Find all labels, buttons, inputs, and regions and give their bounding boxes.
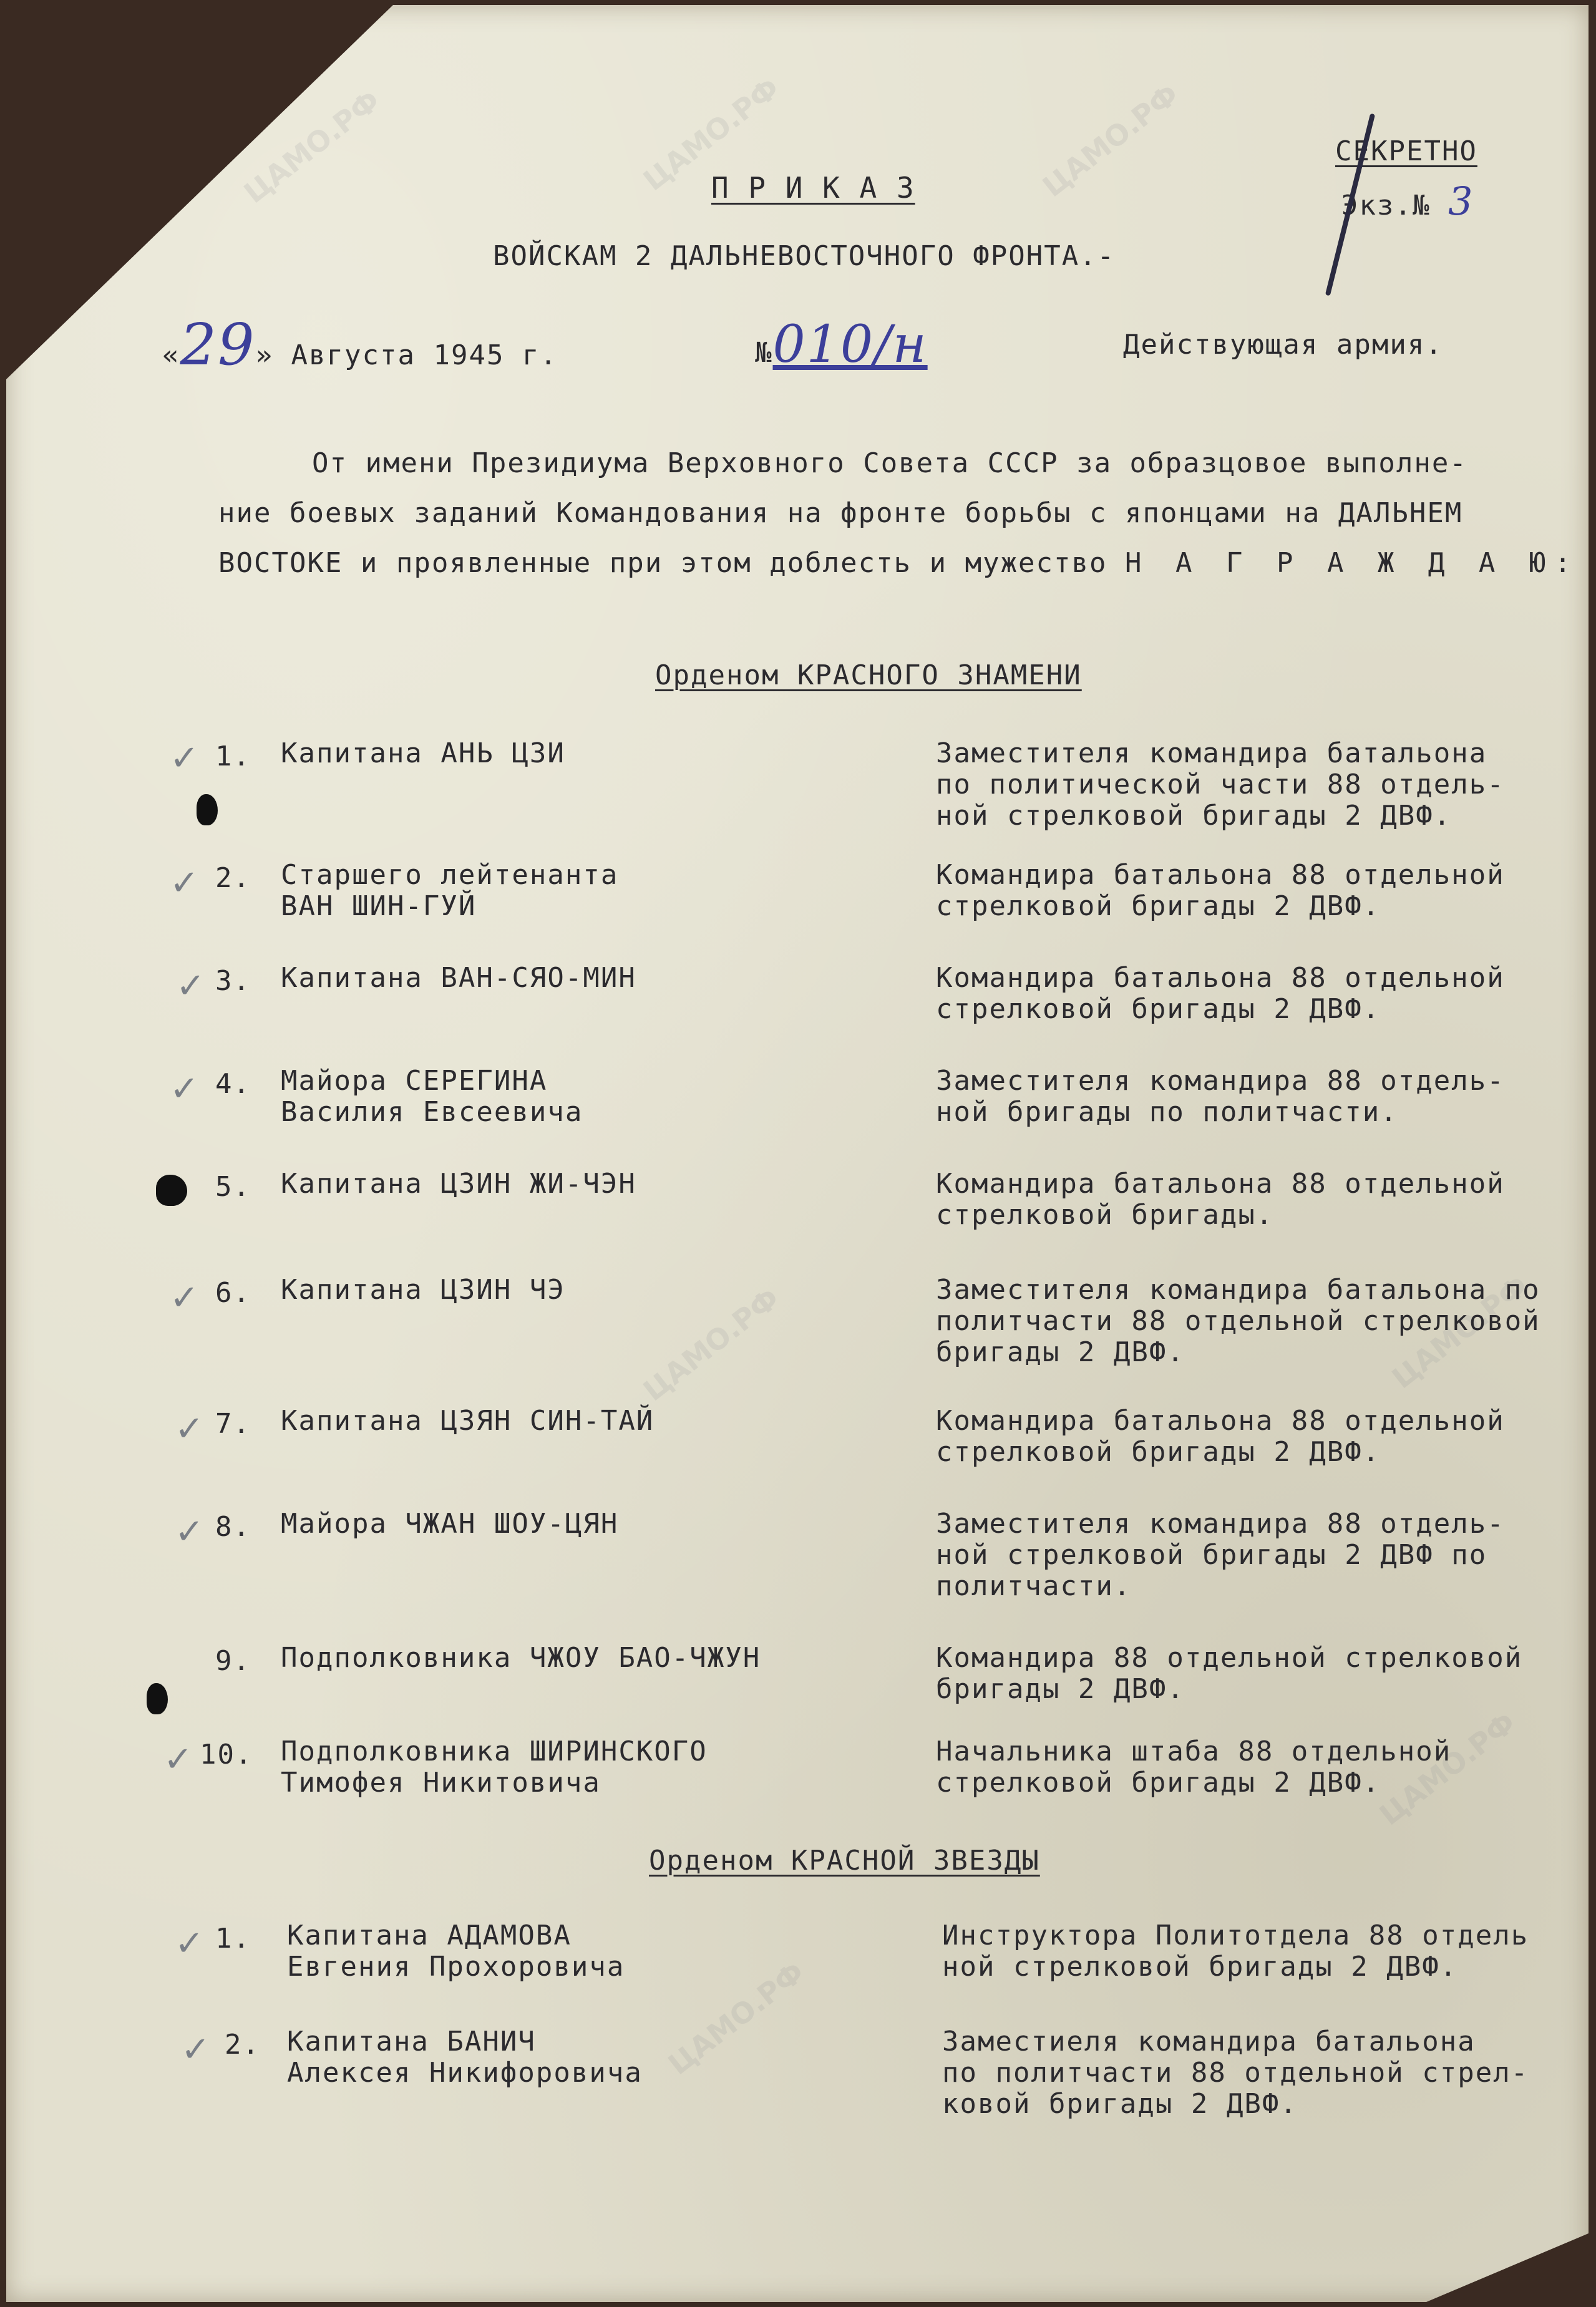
entry-number: 2.: [215, 862, 251, 894]
watermark: ЦАМО.РФ: [1373, 1705, 1522, 1832]
entry-desc: стрелковой бригады 2 ДВФ.: [936, 890, 1381, 922]
entry-desc: Заместителя командира батальона по: [936, 1274, 1540, 1306]
entry-name: Алексея Никифоровича: [287, 2057, 643, 2089]
punch-hole: [147, 1683, 168, 1714]
entry-desc: Инструктора Политотдела 88 отдель: [942, 1920, 1529, 1951]
entry-name: Евгения Прохоровича: [287, 1951, 625, 1983]
entry-number: 7.: [215, 1408, 251, 1440]
entry-desc: ковой бригады 2 ДВФ.: [942, 2088, 1298, 2120]
checkmark-icon: ✓: [181, 2029, 210, 2070]
entry-name: Капитана АНЬ ЦЗИ: [281, 737, 565, 769]
entry-name: Подполковника ШИРИНСКОГО: [281, 1736, 708, 1767]
entry-number: 1.: [215, 741, 251, 772]
watermark: ЦАМО.РФ: [1385, 1268, 1535, 1396]
secret-stamp: СЕКРЕТНО: [1335, 135, 1477, 167]
checkmark-icon: ✓: [170, 1069, 199, 1109]
checkmark-icon: ✓: [170, 863, 199, 903]
entry-number: 9.: [215, 1645, 251, 1677]
entry-desc: Заместителя командира 88 отдель-: [936, 1065, 1505, 1097]
entry-desc: по политчасти 88 отдельной стрел-: [942, 2057, 1529, 2089]
punch-hole: [197, 794, 218, 825]
entry-desc: Командира батальона 88 отдельной: [936, 962, 1505, 994]
entry-number: 1.: [215, 1923, 251, 1955]
entry-number: 3.: [215, 965, 251, 997]
entry-desc: ной стрелковой бригады 2 ДВФ по: [936, 1539, 1487, 1571]
entry-name: ВАН ШИН-ГУЙ: [281, 890, 477, 922]
entry-number: 6.: [215, 1277, 251, 1309]
award-verb: Н А Г Р А Ж Д А Ю:: [1125, 547, 1580, 579]
entry-desc: ной бригады по политчасти.: [936, 1096, 1398, 1128]
entry-desc: бригады 2 ДВФ.: [936, 1673, 1185, 1705]
entry-number: 10.: [200, 1739, 253, 1770]
entry-name: Капитана ЦЗИН ЖИ-ЧЭН: [281, 1168, 636, 1200]
order-number: [755, 315, 928, 374]
entry-name: Капитана ЦЗЯН СИН-ТАЙ: [281, 1405, 654, 1437]
watermark: ЦАМО.РФ: [636, 70, 786, 198]
entry-desc: политчасти.: [936, 1570, 1132, 1602]
entry-name: Капитана АДАМОВА: [287, 1920, 572, 1951]
torn-edge: [1426, 2233, 1589, 2302]
watermark: ЦАМО.РФ: [1036, 77, 1185, 204]
entry-name: Майора ЧЖАН ШОУ-ЦЯН: [281, 1508, 619, 1540]
entry-desc: Заместителя командира 88 отдель-: [936, 1508, 1505, 1540]
entry-desc: ной стрелковой бригады 2 ДВФ.: [936, 800, 1452, 832]
entry-desc: по политической части 88 отдель-: [936, 769, 1505, 800]
checkmark-icon: ✓: [163, 1739, 193, 1780]
entry-desc: политчасти 88 отдельной стрелковой: [936, 1305, 1540, 1337]
entry-desc: Командира 88 отдельной стрелковой: [936, 1642, 1523, 1674]
entry-desc: Командира батальона 88 отдельной: [936, 859, 1505, 891]
preamble-line: [218, 548, 1580, 579]
entry-name: Капитана ЦЗИН ЧЭ: [281, 1274, 565, 1306]
entry-desc: стрелковой бригады 2 ДВФ.: [936, 1436, 1381, 1468]
entry-desc: бригады 2 ДВФ.: [936, 1336, 1185, 1368]
section-heading: Орденом КРАСНОЙ ЗВЕЗДЫ: [649, 1845, 1040, 1877]
copy-label-text: Экз.№: [1341, 190, 1431, 221]
entry-desc: ной стрелковой бригады 2 ДВФ.: [942, 1951, 1458, 1983]
document-subtitle: ВОЙСКАМ 2 ДАЛЬНЕВОСТОЧНОГО ФРОНТА.-: [493, 240, 1116, 272]
watermark: ЦАМО.РФ: [636, 1281, 786, 1408]
entry-name: Подполковника ЧЖОУ БАО-ЧЖУН: [281, 1642, 761, 1674]
date-day: 29: [180, 311, 256, 378]
checkmark-icon: ✓: [170, 738, 199, 779]
checkmark-icon: ✓: [170, 1278, 199, 1318]
section-heading: Орденом КРАСНОГО ЗНАМЕНИ: [655, 659, 1082, 691]
entry-number: 2.: [225, 2029, 260, 2061]
entry-name: Старшего лейтенанта: [281, 859, 619, 891]
preamble-line: От имени Президиума Верховного Совета СССР за образцовое выполне-: [312, 447, 1467, 479]
document-title: П Р И К А З: [711, 171, 915, 205]
copy-label: [1341, 178, 1474, 224]
watermark: ЦАМО.РФ: [237, 83, 387, 210]
entry-name: Майора СЕРЕГИНА: [281, 1065, 548, 1097]
date-open-quote: «: [162, 339, 180, 371]
location-text: Действующая армия.: [1123, 329, 1443, 361]
entry-desc: стрелковой бригады 2 ДВФ.: [936, 1767, 1381, 1799]
entry-desc: Командира батальона 88 отдельной: [936, 1168, 1505, 1200]
checkmark-icon: ✓: [175, 1409, 204, 1449]
entry-name: Тимофея Никитовича: [281, 1767, 601, 1799]
entry-desc: стрелковой бригады.: [936, 1199, 1274, 1231]
checkmark-icon: ✓: [176, 966, 205, 1006]
document-page: [6, 5, 1589, 2302]
entry-number: 5.: [215, 1171, 251, 1203]
entry-desc: Начальника штаба 88 отдельной: [936, 1736, 1452, 1767]
preamble-line-text: ВОСТОКЕ и проявленные при этом доблесть и мужество: [218, 547, 1107, 579]
checkmark-icon: ✓: [175, 1923, 204, 1964]
watermark: ЦАМО.РФ: [661, 1955, 811, 2082]
date-rest: » Августа 1945 г.: [255, 339, 558, 371]
entry-desc: стрелковой бригады 2 ДВФ.: [936, 993, 1381, 1025]
date-line: [162, 311, 558, 378]
entry-desc: Командира батальона 88 отдельной: [936, 1405, 1505, 1437]
order-number-value: 010/н: [772, 315, 928, 374]
entry-name: Капитана ВАН-СЯО-МИН: [281, 962, 636, 994]
entry-number: 4.: [215, 1068, 251, 1100]
checkmark-icon: ✓: [175, 1512, 204, 1552]
entry-name: Василия Евсеевича: [281, 1096, 583, 1128]
entry-number: 8.: [215, 1511, 251, 1543]
order-number-label: №: [755, 337, 773, 369]
preamble-line: ние боевых заданий Командования на фронте борьбы с японцами на ДАЛЬНЕМ: [218, 497, 1463, 529]
copy-number: 3: [1448, 178, 1474, 224]
entry-name: Капитана БАНИЧ: [287, 2026, 536, 2057]
entry-desc: Заместителя командира батальона: [936, 737, 1487, 769]
punch-hole: [156, 1175, 187, 1206]
entry-desc: Заместиеля командира батальона: [942, 2026, 1476, 2057]
